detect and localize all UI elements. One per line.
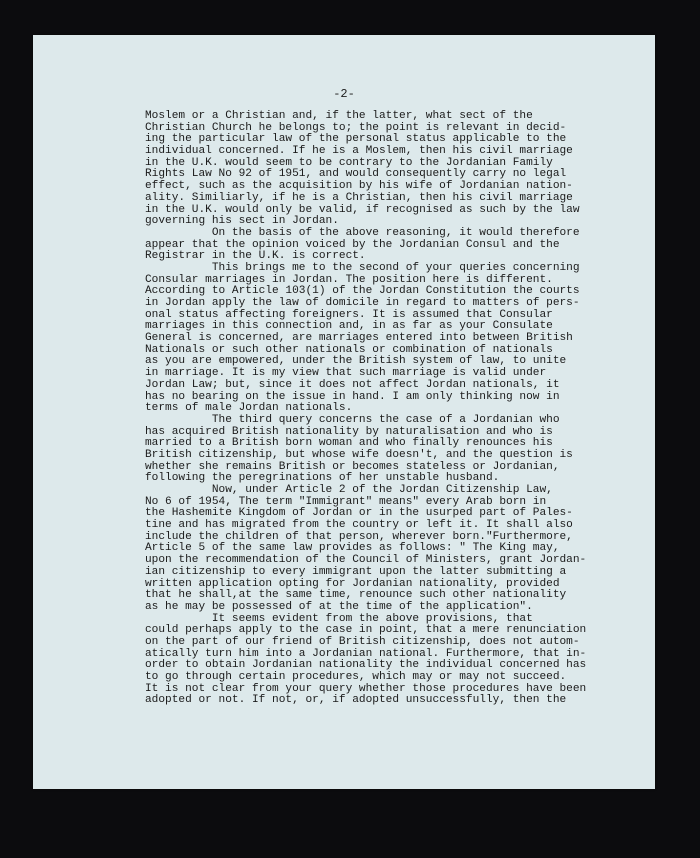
text-line: in the U.K. would seem to be contrary to the Jordanian Family bbox=[145, 156, 553, 169]
text-line: include the children of that person, wherever born."Furthermore, bbox=[145, 530, 573, 543]
text-line: Christian Church he belongs to; the point is relevant in decid- bbox=[145, 121, 567, 134]
text-line: that he shall,at the same time, renounce such other nationality bbox=[145, 589, 567, 602]
text-line: On the basis of the above reasoning, it would therefore bbox=[145, 226, 580, 239]
text-line: could perhaps apply to the case in point, that a mere renunciation bbox=[145, 624, 587, 637]
text-line: married to a British born woman and who finally renounces his bbox=[145, 437, 553, 450]
text-line: following the peregrinations of her unstable husband. bbox=[145, 472, 500, 485]
text-line: order to obtain Jordanian nationality the individual concerned has bbox=[145, 659, 587, 672]
text-line: Article 5 of the same law provides as follows: " The King may, bbox=[145, 542, 560, 555]
text-line: onal status affecting foreigners. It is assumed that Consular bbox=[145, 308, 553, 321]
text-line: General is concerned, are marriages entered into between British bbox=[145, 332, 573, 345]
text-line: effect, such as the acquisition by his wife of Jordanian nation- bbox=[145, 180, 573, 193]
text-line: ality. Similiarly, if he is a Christian, then his civil marriage bbox=[145, 191, 573, 204]
text-line: on the part of our friend of British citizenship, does not autom- bbox=[145, 635, 580, 648]
text-line: This brings me to the second of your queries concerning bbox=[145, 261, 580, 274]
text-line: in Jordan apply the law of domicile in regard to matters of pers- bbox=[145, 297, 580, 309]
text-line: as he may be possessed of at the time of the application". bbox=[145, 600, 533, 613]
text-line: has no bearing on the issue in hand. I am only thinking now in bbox=[145, 390, 560, 403]
text-line: governing his sect in Jordan. bbox=[145, 215, 339, 228]
text-line: It seems evident from the above provisions, that bbox=[145, 612, 533, 625]
text-line: adopted or not. If not, or, if adopted unsuccessfully, then the bbox=[145, 694, 567, 707]
text-line: Jordan Law; but, since it does not affect Jordan nationals, it bbox=[145, 378, 560, 391]
text-line: Consular marriages in Jordan. The position here is different. bbox=[145, 273, 553, 286]
text-line: individual concerned. If he is a Moslem, then his civil marriage bbox=[145, 145, 573, 158]
text-line: Moslem or a Christian and, if the latter, what sect of the bbox=[145, 110, 533, 122]
text-line: in marriage. It is my view that such marriage is valid under bbox=[145, 367, 547, 380]
text-line: written application opting for Jordanian nationality, provided bbox=[145, 577, 560, 590]
text-line: No 6 of 1954, The term "Immigrant" means" every Arab born in bbox=[145, 495, 547, 508]
text-line: The third query concerns the case of a Jordanian who bbox=[145, 413, 560, 426]
text-line: the Hashemite Kingdom of Jordan or in the usurped part of Pales- bbox=[145, 507, 573, 520]
text-line: in the U.K. would only be valid, if recognised as such by the law bbox=[145, 203, 580, 216]
text-line: terms of male Jordan nationals. bbox=[145, 402, 353, 415]
text-line: appear that the opinion voiced by the Jordanian Consul and the bbox=[145, 238, 560, 251]
text-line: Now, under Article 2 of the Jordan Citizenship Law, bbox=[145, 484, 553, 496]
text-line: upon the recommendation of the Council of Ministers, grant Jordan- bbox=[145, 554, 587, 567]
text-line: Nationals or such other nationals or combination of nationals bbox=[145, 343, 553, 356]
text-line: ian citizenship to every immigrant upon the latter submitting a bbox=[145, 565, 567, 578]
letter-body bbox=[145, 111, 665, 707]
text-line: ing the particular law of the personal status applicable to the bbox=[145, 133, 567, 146]
text-line: marriages in this connection and, in as far as your Consulate bbox=[145, 320, 553, 333]
text-line: as you are empowered, under the British system of law, to unite bbox=[145, 355, 567, 368]
text-line: tine and has migrated from the country or left it. It shall also bbox=[145, 519, 573, 532]
text-line: Registrar in the U.K. is correct. bbox=[145, 250, 366, 263]
text-line: to go through certain procedures, which may or may not succeed. bbox=[145, 671, 567, 683]
text-line: It is not clear from your query whether those procedures have been bbox=[145, 682, 587, 695]
text-line: has acquired British nationality by naturalisation and who is bbox=[145, 425, 553, 438]
text-line: whether she remains British or becomes stateless or Jordanian, bbox=[145, 460, 560, 473]
text-line: Rights Law No 92 of 1951, and would consequently carry no legal bbox=[145, 168, 567, 181]
document-page bbox=[33, 35, 655, 789]
page-number: -2- bbox=[333, 87, 355, 101]
text-line: atically turn him into a Jordanian national. Furthermore, that in- bbox=[145, 647, 587, 660]
text-line: According to Article 103(1) of the Jordan Constitution the courts bbox=[145, 285, 580, 298]
text-line: British citizenship, but whose wife doesn't, and the question is bbox=[145, 448, 573, 461]
